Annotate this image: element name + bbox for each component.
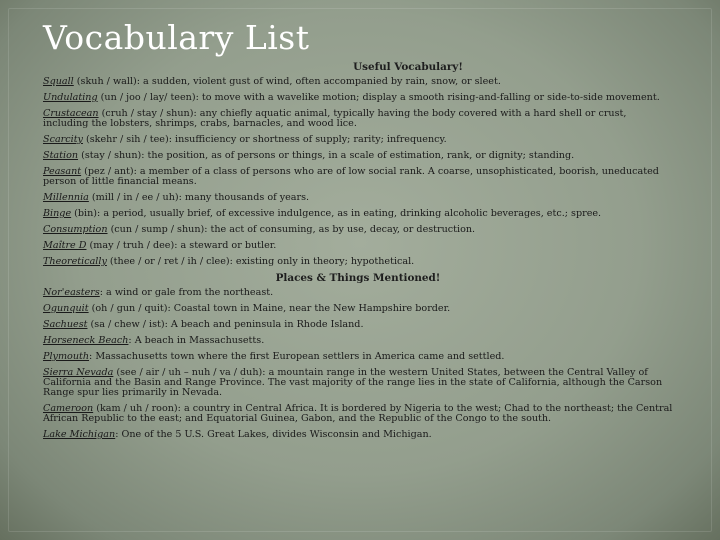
vocab-term: Binge <box>43 208 72 219</box>
vocab-term: Theoretically <box>43 256 107 267</box>
vocabulary-list <box>43 77 673 267</box>
vocab-entry-theoretically <box>43 257 673 267</box>
place-definition: (sa / chew / ist): A beach and peninsula in Rhode Island. <box>87 319 364 330</box>
place-definition: (oh / gun / quit): Coastal town in Maine, near the New Hampshire border. <box>88 303 451 314</box>
place-entry-cameroon <box>43 404 673 424</box>
vocab-definition: (skuh / wall): a sudden, violent gust of wind, often accompanied by rain, snow, or sleet. <box>73 76 501 87</box>
vocab-entry-crustacean <box>43 109 673 129</box>
vocab-term: Scarcity <box>43 134 83 145</box>
vocab-term: Station <box>43 150 79 161</box>
vocab-definition: (cruh / stay / shun): any chiefly aquatic animal, typically having the body covered with a hard shell or crust, including the lobsters, shrimps, crabs, barnacles, and wood lice. <box>43 108 627 129</box>
place-entry-ogunquit <box>43 304 673 314</box>
vocab-definition: (may / truh / dee): a steward or butler. <box>86 240 277 251</box>
vocab-term: Crustacean <box>43 108 99 119</box>
vocab-entry-peasant <box>43 167 673 187</box>
place-definition: : A beach in Massachusetts. <box>128 335 265 346</box>
place-entry-horseneck-beach <box>43 336 673 346</box>
slide-title: Vocabulary List <box>43 18 310 57</box>
vocab-term: Peasant <box>43 166 82 177</box>
content-area <box>43 62 673 446</box>
place-definition: : a wind or gale from the northeast. <box>99 287 274 298</box>
place-definition: (see / air / uh – nuh / va / duh): a mountain range in the western United States, between the Central Valley of California and the Basin and Range Province. The vast majority of the range lies in the state of California, although the Carson Range spur lies primarily in Nevada. <box>43 367 663 398</box>
place-entry-noreasters <box>43 288 673 298</box>
vocab-entry-binge <box>43 209 673 219</box>
places-list <box>43 288 673 440</box>
vocab-definition: (bin): a period, usually brief, of excessive indulgence, as in eating, drinking alcoholic beverages, etc.; spree. <box>71 208 602 219</box>
vocab-definition: (cun / sump / shun): the act of consuming, as by use, decay, or destruction. <box>107 224 476 235</box>
useful-vocabulary-heading: Useful Vocabulary! <box>353 61 463 73</box>
vocab-term: Squall <box>43 76 74 87</box>
vocab-entry-squall <box>43 77 673 87</box>
vocab-entry-maitre-d <box>43 241 673 251</box>
vocab-term: Consumption <box>43 224 108 235</box>
vocab-definition: (pez / ant): a member of a class of persons who are of low social rank. A coarse, unsophisticated, boorish, uneducated person of little financial means. <box>43 166 659 187</box>
vocab-entry-millennia <box>43 193 673 203</box>
place-definition: : One of the 5 U.S. Great Lakes, divides Wisconsin and Michigan. <box>115 429 432 440</box>
vocab-term: Millennia <box>43 192 89 203</box>
vocab-entry-undulating <box>43 93 673 103</box>
vocab-definition: (skehr / sih / tee): insufficiency or shortness of supply; rarity; infrequency. <box>82 134 447 145</box>
place-term: Cameroon <box>43 403 94 414</box>
vocab-entry-scarcity <box>43 135 673 145</box>
vocab-definition: (mill / in / ee / uh): many thousands of years. <box>88 192 310 203</box>
place-term: Sierra Nevada <box>43 367 114 378</box>
places-things-heading: Places & Things Mentioned! <box>275 272 441 284</box>
place-term: Horseneck Beach <box>43 335 129 346</box>
place-definition: : Massachusetts town where the first European settlers in America came and settled. <box>89 351 505 362</box>
place-definition: (kam / uh / roon): a country in Central Africa. It is bordered by Nigeria to the west; Chad to the northeast; the Central African Republic to the east; and Equatorial Guinea, Gabon, and the Republic of the Congo to the south. <box>43 403 673 424</box>
place-term: Sachuest <box>43 319 88 330</box>
vocab-definition: (thee / or / ret / ih / clee): existing only in theory; hypothetical. <box>106 256 415 267</box>
place-term: Plymouth <box>43 351 90 362</box>
vocab-term: Undulating <box>43 92 98 103</box>
place-entry-sachuest <box>43 320 673 330</box>
place-entry-lake-michigan <box>43 430 673 440</box>
vocab-definition: (un / joo / lay/ teen): to move with a wavelike motion; display a smooth rising-and-falling or side-to-side movement. <box>97 92 660 103</box>
vocab-entry-consumption <box>43 225 673 235</box>
vocab-entry-station <box>43 151 673 161</box>
vocab-term: Maître D <box>43 240 87 251</box>
place-entry-sierra-nevada <box>43 368 673 398</box>
place-term: Nor'easters <box>43 287 100 298</box>
vocab-definition: (stay / shun): the position, as of persons or things, in a scale of estimation, rank, or dignity; standing. <box>78 150 575 161</box>
place-term: Ogunquit <box>43 303 89 314</box>
place-term: Lake Michigan <box>43 429 116 440</box>
place-entry-plymouth <box>43 352 673 362</box>
